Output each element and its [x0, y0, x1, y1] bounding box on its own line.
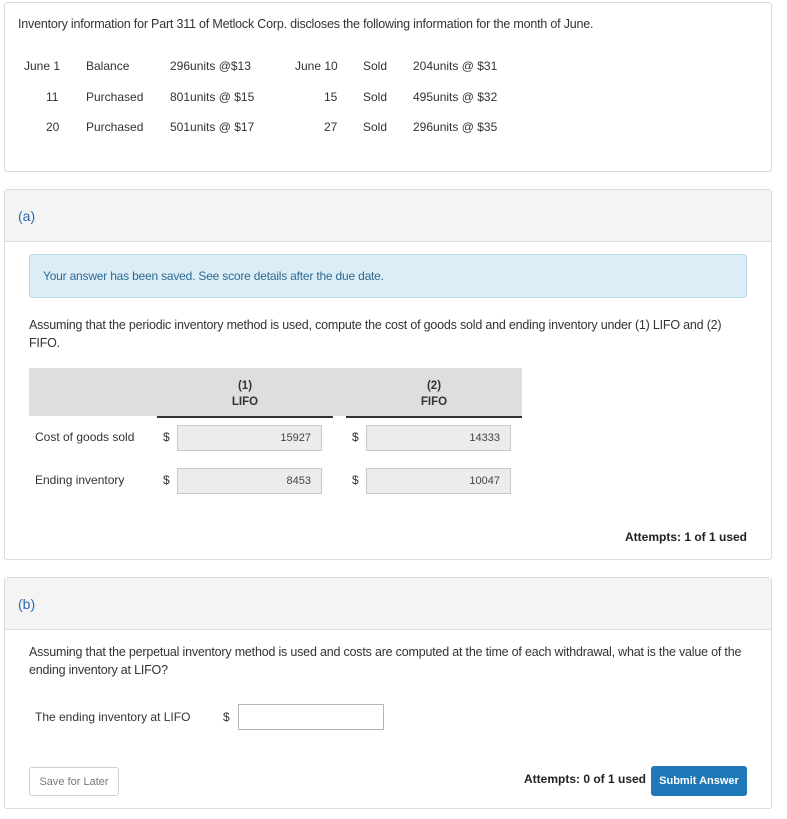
- saved-notice: [29, 254, 747, 298]
- left-detail: 296units @$13: [170, 59, 251, 73]
- problem-panel: [4, 2, 772, 172]
- right-date: 27: [324, 120, 338, 134]
- part-a-label: (a): [18, 208, 36, 224]
- right-detail: 204units @ $31: [413, 59, 498, 73]
- part-a-panel: [4, 189, 772, 560]
- left-detail: 801units @ $15: [170, 90, 255, 104]
- part-a-attempts: Attempts: 1 of 1 used: [625, 530, 748, 544]
- submit-answer-button[interactable]: Submit Answer: [651, 766, 747, 796]
- fifo-column-number: (2): [426, 380, 442, 392]
- right-detail: 495units @ $32: [413, 90, 498, 104]
- right-type: Sold: [363, 90, 388, 104]
- left-date: June 1: [24, 59, 61, 73]
- part-a-header: [5, 190, 771, 242]
- lifo-column-header: [157, 378, 333, 410]
- left-date: 11: [46, 90, 59, 104]
- fifo-column-underline: [346, 416, 522, 418]
- part-b-attempts: Attempts: 0 of 1 used: [524, 772, 647, 786]
- lifo-ending-currency: $: [163, 473, 170, 487]
- right-date: June 10: [295, 59, 338, 73]
- ending-inventory-label: Ending inventory: [35, 473, 125, 487]
- ending-inventory-lifo-input[interactable]: [238, 704, 384, 730]
- ending-inventory-lifo-label: The ending inventory at LIFO: [35, 710, 191, 724]
- save-for-later-button[interactable]: Save for Later: [29, 767, 119, 796]
- fifo-cogs-currency: $: [352, 430, 359, 444]
- part-b-panel: [4, 577, 772, 809]
- left-type: Purchased: [86, 90, 144, 104]
- left-type: Purchased: [86, 120, 144, 134]
- fifo-column-header: [346, 378, 522, 410]
- fifo-ending-currency: $: [352, 473, 359, 487]
- right-date: 15: [324, 90, 338, 104]
- lifo-column-number: (1): [237, 380, 253, 392]
- left-detail: 501units @ $17: [170, 120, 255, 134]
- lifo-cogs-currency: $: [163, 430, 170, 444]
- fifo-ending-inventory-answer: 10047: [366, 468, 511, 494]
- left-date: 20: [46, 120, 60, 134]
- part-b-label: (b): [18, 596, 36, 612]
- part-b-header: [5, 578, 771, 630]
- right-type: Sold: [363, 120, 388, 134]
- lifo-column-underline: [157, 416, 333, 418]
- part-a-question: Assuming that the periodic inventory method is used, compute the cost of goods sold and ending inventory under (1) LIFO and (2) FIFO.: [29, 318, 722, 350]
- fifo-cogs-answer: 14333: [366, 425, 511, 451]
- ending-inventory-lifo-currency: $: [223, 710, 230, 724]
- problem-intro: Inventory information for Part 311 of Metlock Corp. discloses the following information for the month of June.: [18, 17, 594, 31]
- saved-notice-text: Your answer has been saved. See score details after the due date.: [43, 269, 384, 283]
- right-type: Sold: [363, 59, 388, 73]
- lifo-ending-inventory-answer: 8453: [177, 468, 322, 494]
- fifo-column-name: FIFO: [420, 396, 448, 408]
- answer-table-header: [29, 368, 522, 416]
- lifo-column-name: LIFO: [231, 396, 259, 408]
- cogs-label: Cost of goods sold: [35, 430, 135, 444]
- lifo-cogs-answer: 15927: [177, 425, 322, 451]
- right-detail: 296units @ $35: [413, 120, 498, 134]
- part-b-question: Assuming that the perpetual inventory method is used and costs are computed at the time of each withdrawal, what is the value of the ending inventory at LIFO?: [29, 645, 742, 677]
- left-type: Balance: [86, 59, 130, 73]
